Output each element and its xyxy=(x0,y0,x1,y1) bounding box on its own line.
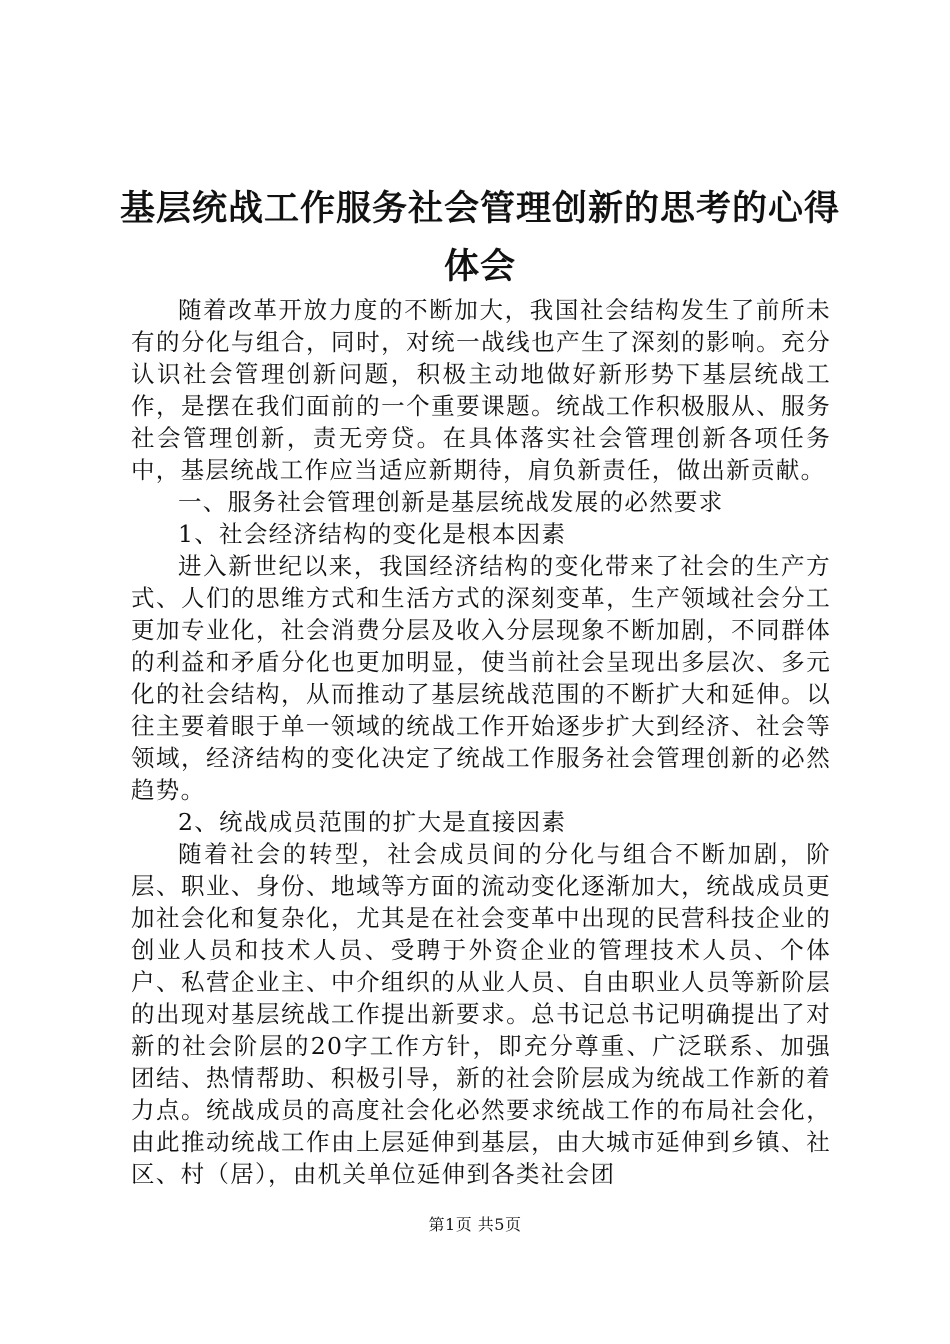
paragraph-economic-structure: 进入新世纪以来，我国经济结构的变化带来了社会的生产方式、人们的思维方式和生活方式的深刻变革，生产领域社会分工更加专业化，社会消费分层及收入分层现象不断加剧，不同群体的利益和矛盾分化也更加明显，使当前社会呈现出多层次、多元化的社会结构，从而推动了基层统战范围的不断扩大和延伸。以往主要着眼于单一领域的统战工作开始逐步扩大到经济、社会等领域，经济结构的变化决定了统战工作服务社会管理创新的必然趋势。 xyxy=(131,552,831,804)
section-heading-1: 一、服务社会管理创新是基层统战发展的必然要求 xyxy=(178,488,724,516)
document-body xyxy=(131,294,831,1190)
subsection-heading-2: 2、统战成员范围的扩大是直接因素 xyxy=(178,808,567,836)
document-title: 基层统战工作服务社会管理创新的思考的心得体会 xyxy=(120,188,841,287)
page-footer: 第1页 共5页 xyxy=(428,1215,522,1234)
paragraph-members-scope: 随着社会的转型，社会成员间的分化与组合不断加剧，阶层、职业、身份、地域等方面的流动变化逐渐加大，统战成员更加社会化和复杂化，尤其是在社会变革中出现的民营科技企业的创业人员和技术人员、受聘于外资企业的管理技术人员、个体户、私营企业主、中介组织的从业人员、自由职业人员等新阶层的出现对基层统战工作提出新要求。总书记总书记明确提出了对新的社会阶层的20字工作方针，即充分尊重、广泛联系、加强团结、热情帮助、积极引导，新的社会阶层成为统战工作新的着力点。统战成员的高度社会化必然要求统战工作的布局社会化，由此推动统战工作由上层延伸到基层，由大城市延伸到乡镇、社区、村（居），由机关单位延伸到各类社会团 xyxy=(131,840,831,1188)
paragraph-intro: 随着改革开放力度的不断加大，我国社会结构发生了前所未有的分化与组合，同时，对统一战线也产生了深刻的影响。充分认识社会管理创新问题，积极主动地做好新形势下基层统战工作，是摆在我们面前的一个重要课题。统战工作积极服从、服务社会管理创新，责无旁贷。在具体落实社会管理创新各项任务中，基层统战工作应当适应新期待，肩负新责任，做出新贡献。 xyxy=(131,296,831,484)
subsection-heading-1: 1、社会经济结构的变化是根本因素 xyxy=(178,520,567,548)
